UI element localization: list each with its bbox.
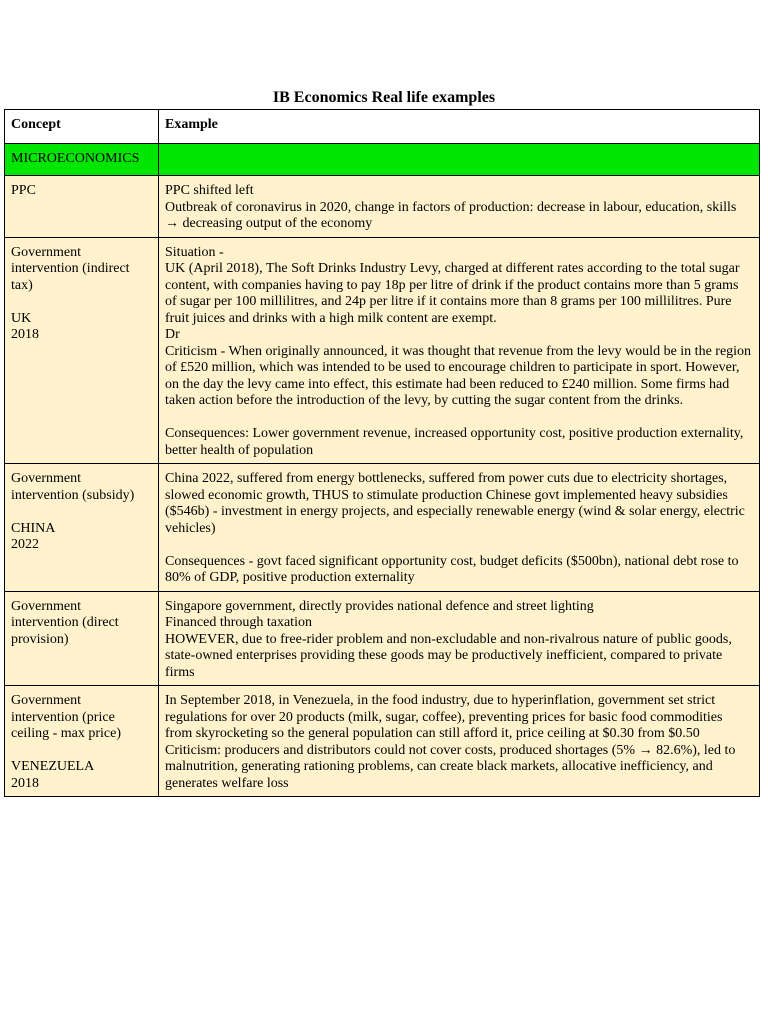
table-row xyxy=(5,464,760,592)
concept-spacer xyxy=(11,504,152,521)
concept-cell xyxy=(5,464,159,592)
example-line: PPC shifted left xyxy=(165,183,254,198)
table-row xyxy=(5,686,760,797)
table-row xyxy=(5,237,760,464)
example-line: Outbreak of coronavirus in 2020, change in factors of production: decrease in labour, education, skills → decreasing output of the economy xyxy=(165,199,737,231)
section-empty-cell xyxy=(159,144,760,176)
document-title: IB Economics Real life examples xyxy=(272,89,496,106)
concept-line: Government intervention (indirect tax) xyxy=(11,244,130,293)
paragraph-spacer xyxy=(165,537,753,554)
concept-spacer xyxy=(11,743,152,760)
example-line: Financed through taxation xyxy=(165,615,312,630)
examples-table xyxy=(4,109,760,797)
table-header-row xyxy=(5,110,760,144)
example-line: China 2022, suffered from energy bottlenecks, suffered from power cuts due to electricity shortages, slowed economic growth, THUS to stimulate production Chinese govt implemented heavy subsidies ($546b) - investment in energy projects, and especially renewable energy (wind & solar energy, electric vehicles) xyxy=(165,471,745,536)
example-line: Consequences: Lower government revenue, increased opportunity cost, positive production externality, better health of population xyxy=(165,426,744,458)
concept-line: Government intervention (subsidy) xyxy=(11,471,135,503)
concept-line: VENEZUELA xyxy=(11,759,95,774)
concept-line: Government intervention (price ceiling - max price) xyxy=(11,693,122,741)
example-line: In September 2018, in Venezuela, in the food industry, due to hyperinflation, government set strict regulations for over 20 products (milk, sugar, coffee), preventing prices for basic food commodities from skyrocketing so the general population can still afford it, price ceiling at $0.30 from $0.50 xyxy=(165,693,723,741)
section-label: MICROECONOMICS xyxy=(5,144,159,176)
concept-cell xyxy=(5,237,159,464)
concept-line: Government intervention (direct provision) xyxy=(11,598,119,647)
example-line: Singapore government, directly provides national defence and street lighting xyxy=(165,598,594,614)
concept-cell xyxy=(5,591,159,686)
concept-cell xyxy=(5,686,159,797)
concept-cell xyxy=(5,176,159,238)
example-cell xyxy=(159,464,760,592)
example-cell xyxy=(159,176,760,238)
example-line: Criticism - When originally announced, it was thought that revenue from the levy would be in the region of £520 million, which was intended to be used to encourage children to participate in sport. However, on the day the levy came into effect, this estimate had been reduced to £240 million. Some firms had taken action before the introduction of the levy, by cutting the sugar content from the drinks. xyxy=(165,343,752,408)
example-line: Dr xyxy=(165,327,180,342)
example-line: Consequences - govt faced significant opportunity cost, budget deficits ($500bn), national debt rose to 80% of GDP, positive production externality xyxy=(165,553,739,585)
example-line: HOWEVER, due to free-rider problem and non-excludable and non-rivalrous nature of public goods, state-owned enterprises providing these goods may be productively inefficient, compared to private firms xyxy=(165,631,732,680)
concept-line: CHINA xyxy=(11,520,56,536)
example-line: UK (April 2018), The Soft Drinks Industry Levy, charged at different rates according to the total sugar content, with companies having to pay 18p per litre of drink if the product contains more than 5 grams of sugar per 100 millilitres, and 24p per litre if it contains more than 8 grams per 100 millilitres. Pure fruit juices and drinks with a high milk content are exempt. xyxy=(165,261,740,326)
example-column-header: Example xyxy=(159,110,760,144)
example-cell xyxy=(159,686,760,797)
concept-line: 2018 xyxy=(11,327,39,342)
table-row xyxy=(5,591,760,686)
example-cell xyxy=(159,237,760,464)
concept-spacer xyxy=(11,294,152,311)
example-line: Situation - xyxy=(165,244,224,260)
concept-line: UK xyxy=(11,310,32,326)
concept-column-header: Concept xyxy=(5,110,159,144)
paragraph-spacer xyxy=(165,410,753,427)
section-row-microeconomics xyxy=(5,144,760,176)
concept-line: 2018 xyxy=(11,775,39,791)
concept-line: 2022 xyxy=(11,537,39,552)
concept-line: PPC xyxy=(11,183,36,198)
table-row xyxy=(5,176,760,238)
example-cell xyxy=(159,591,760,686)
example-line: Criticism: producers and distributors could not cover costs, produced shortages (5% → 82.6%), led to malnutrition, generating rationing problems, can create black markets, allocative inefficiency, and generates welfare loss xyxy=(165,742,736,791)
